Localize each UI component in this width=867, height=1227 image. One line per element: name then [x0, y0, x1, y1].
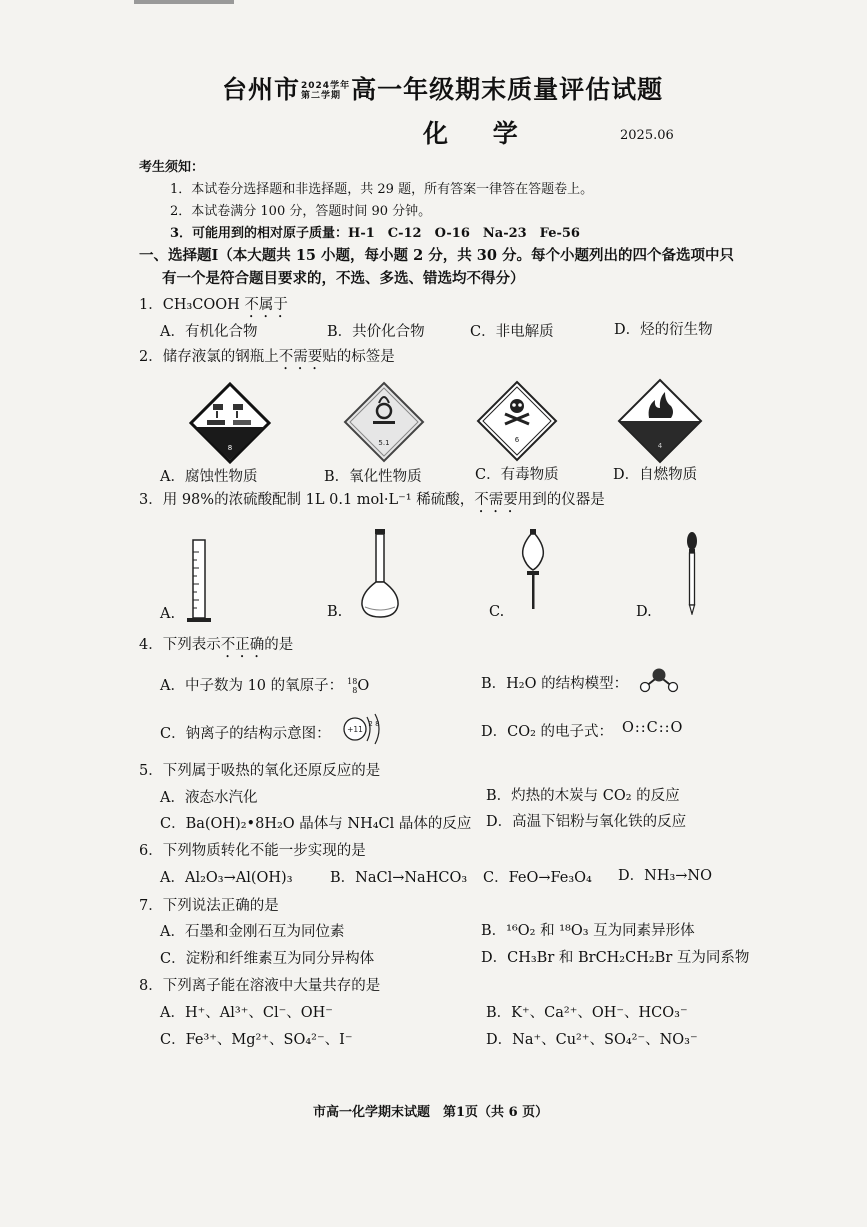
q5-option-d: D．高温下铝粉与氧化铁的反应 — [486, 814, 687, 830]
q3-stem-emphasis: 不需要 — [474, 492, 518, 508]
q4-stem-emphasis: 不正确 — [220, 637, 265, 653]
title-semester: 第二学期 — [301, 91, 342, 101]
nucleus-charge: +11 — [347, 725, 363, 734]
q8-option-a: A．H⁺、Al³⁺、Cl⁻、OH⁻ — [160, 1005, 333, 1021]
q3-stem-tail: 用到的仪器是 — [517, 492, 605, 508]
corrosive-hazard-icon — [189, 382, 271, 464]
sign-number-flammable: 4 — [657, 442, 663, 450]
q7-option-b: B．¹⁶O₂ 和 ¹⁸O₃ 互为同素异形体 — [481, 923, 695, 939]
notice-item-3: 3．可能用到的相对原子质量：H-1 C-12 O-16 Na-23 Fe-56 — [170, 226, 580, 241]
exam-title — [222, 70, 663, 106]
q1-option-a: A．有机化合物 — [160, 324, 258, 340]
sign-number-toxic: 6 — [514, 436, 520, 444]
q2-option-c: C．有毒物质 — [475, 467, 559, 483]
title-city: 台州市 — [222, 75, 301, 104]
co2-electron-formula: O::C::O — [622, 720, 684, 736]
section-heading-line2: 有一个是符合题目要求的，不选、多选、错选均不得分） — [162, 270, 525, 287]
isotope-symbol: O — [357, 678, 370, 694]
q8-stem: 8．下列离子能在溶液中大量共存的是 — [139, 978, 381, 994]
q6-stem: 6．下列物质转化不能一步实现的是 — [139, 843, 366, 859]
q3-option-a: A. — [160, 606, 176, 622]
oxidizer-hazard-icon — [343, 381, 425, 463]
section-heading-line1: 一、选择题Ⅰ（本大题共 15 小题，每小题 2 分，共 30 分。每个小题列出的四个备选项中只 — [139, 247, 735, 264]
q4-stem-text: 4．下列表示 — [139, 637, 221, 653]
water-molecule-model-icon — [637, 667, 683, 695]
q8-option-b: B．K⁺、Ca²⁺、OH⁻、HCO₃⁻ — [486, 1005, 688, 1021]
q6-option-c: C．FeO→Fe₃O₄ — [483, 870, 592, 886]
q6-option-a: A．Al₂O₃→Al(OH)₃ — [160, 870, 293, 886]
subject-title: 化 学 — [423, 119, 536, 148]
title-year: 2024学年 — [301, 81, 351, 91]
q4-option-d: D．CO₂ 的电子式： — [481, 724, 614, 740]
q2-stem-tail: 贴的标签是 — [322, 349, 395, 365]
page-footer: 市高一化学期末试题 第1页（共 6 页） — [313, 1105, 549, 1120]
q2-option-b: B．氧化性物质 — [324, 469, 422, 485]
q1-option-d: D．烃的衍生物 — [614, 322, 713, 338]
sign-number-corrosive: 8 — [227, 444, 233, 452]
flammable-hazard-icon — [617, 378, 703, 464]
q4-option-a-text: A．中子数为 10 的氧原子： — [160, 678, 344, 694]
q1-stem — [139, 293, 288, 321]
q3-stem — [139, 488, 605, 516]
q4-stem — [139, 633, 293, 661]
q4-option-b: B．H₂O 的结构模型： — [481, 676, 629, 692]
q7-option-c: C．淀粉和纤维素互为同分异构体 — [160, 951, 375, 967]
q2-option-d: D．自燃物质 — [613, 467, 698, 483]
q4-stem-tail: 的是 — [264, 637, 294, 653]
q3-option-b: B. — [327, 604, 343, 620]
q4-option-a — [160, 674, 369, 695]
title-term — [301, 81, 350, 101]
q7-option-a: A．石墨和金刚石互为同位素 — [160, 924, 345, 940]
isotope-notation — [347, 677, 357, 695]
q7-stem: 7．下列说法正确的是 — [139, 898, 279, 914]
isotope-mass-number: 18 — [347, 677, 358, 686]
q1-stem-text: 1．CH₃COOH — [139, 297, 245, 313]
volumetric-flask-icon — [357, 527, 403, 621]
title-rest: 高一年级期末质量评估试题 — [351, 75, 664, 104]
scan-edge-mark — [134, 0, 234, 4]
sign-number-oxidizer: 5.1 — [378, 439, 390, 447]
q2-stem — [139, 345, 395, 373]
q5-stem: 5．下列属于吸热的氧化还原反应的是 — [139, 763, 381, 779]
isotope-atomic-number: 8 — [352, 686, 358, 695]
graduated-cylinder-icon — [184, 538, 214, 626]
toxic-hazard-icon — [476, 380, 558, 462]
q4-option-c: C．钠离子的结构示意图： — [160, 726, 331, 742]
q5-option-b: B．灼热的木炭与 CO₂ 的反应 — [486, 788, 680, 804]
q6-option-d: D．NH₃→NO — [618, 868, 712, 884]
q3-option-d: D. — [636, 604, 652, 620]
q5-option-a: A．液态水汽化 — [160, 790, 258, 806]
q7-option-d: D．CH₃Br 和 BrCH₂CH₂Br 互为同系物 — [481, 950, 750, 966]
q2-stem-text: 2．储存液氯的钢瓶上 — [139, 349, 279, 365]
sodium-ion-diagram-icon — [341, 711, 385, 747]
q3-option-c: C. — [489, 604, 505, 620]
q8-option-c: C．Fe³⁺、Mg²⁺、SO₄²⁻、I⁻ — [160, 1032, 353, 1048]
q1-option-b: B．共价化合物 — [327, 324, 425, 340]
notice-item-1: 1．本试卷分选择题和非选择题，共 29 题，所有答案一律答在答题卷上。 — [170, 182, 594, 197]
q2-option-a: A．腐蚀性物质 — [160, 469, 258, 485]
q5-option-c: C．Ba(OH)₂•8H₂O 晶体与 NH₄Cl 晶体的反应 — [160, 816, 472, 832]
q2-stem-emphasis: 不需要 — [278, 349, 323, 365]
q8-option-d: D．Na⁺、Cu²⁺、SO₄²⁻、NO₃⁻ — [486, 1032, 698, 1048]
exam-date: 2025.06 — [620, 128, 674, 143]
q1-stem-emphasis: 不属于 — [244, 297, 288, 313]
separatory-funnel-icon — [518, 528, 548, 612]
notice-item-2: 2．本试卷满分 100 分，答题时间 90 分钟。 — [170, 204, 432, 219]
dropper-icon — [682, 531, 702, 615]
shell-electron-counts: 2 8 — [368, 720, 380, 728]
q6-option-b: B．NaCl→NaHCO₃ — [330, 870, 468, 886]
q1-option-c: C．非电解质 — [470, 324, 554, 340]
q3-stem-text: 3．用 98%的浓硫酸配制 1L 0.1 mol·L⁻¹ 稀硫酸， — [139, 492, 475, 508]
notice-heading: 考生须知： — [139, 160, 205, 175]
